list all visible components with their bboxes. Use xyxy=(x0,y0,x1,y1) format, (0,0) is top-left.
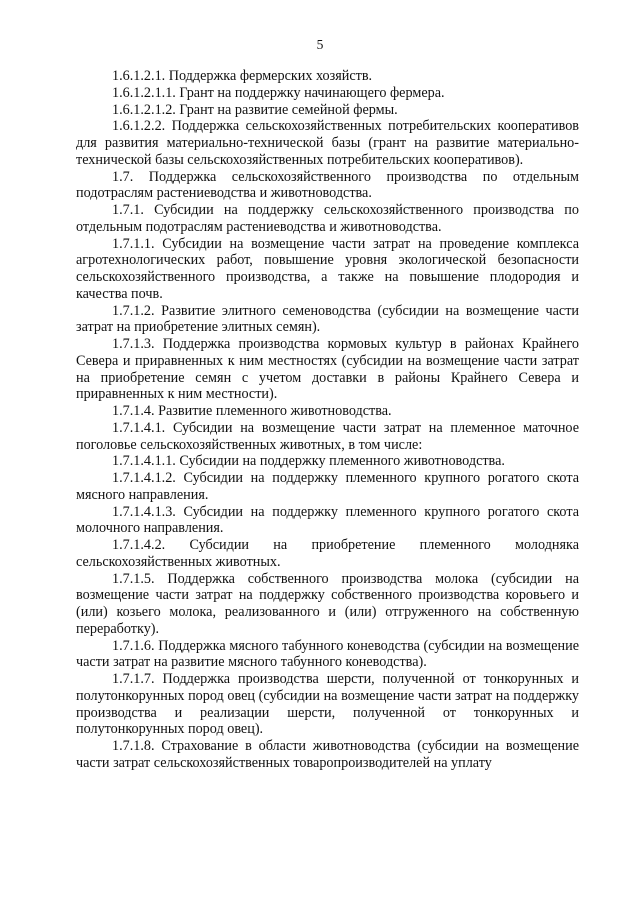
paragraph-1-7-1-4-2: 1.7.1.4.2. Субсидии на приобретение племенного молодняка сельскохозяйственных животных. xyxy=(76,537,579,570)
paragraph-1-7: 1.7. Поддержка сельскохозяйственного производства по отдельным подотраслям растениеводства и животноводства. xyxy=(76,168,579,202)
paragraph-1-7-1-4-1-3: 1.7.1.4.1.3. Субсидии на поддержку племенного крупного рогатого скота молочного направления. xyxy=(76,503,579,537)
paragraph-1-7-1-3: 1.7.1.3. Поддержка производства кормовых культур в районах Крайнего Севера и приравненных к ним местностях (субсидии на возмещение части затрат на приобретение семян с учетом доставки в районы Крайнего Севера и приравненных к ним местности). xyxy=(76,336,579,403)
paragraph-1-7-1-4-1: 1.7.1.4.1. Субсидии на возмещение части затрат на племенное маточное поголовье сельскохозяйственных животных, в том числе: xyxy=(76,419,579,453)
page-number: 5 xyxy=(316,37,324,52)
paragraph-1-7-1-4: 1.7.1.4. Развитие племенного животноводства. xyxy=(112,403,392,419)
document-body xyxy=(76,68,579,772)
paragraph-1-7-1-1: 1.7.1.1. Субсидии на возмещение части затрат на проведение комплекса агротехнологических работ, повышение уровня экологической безопасности сельскохозяйственного производства, а также на повышение плодородия и качества почв. xyxy=(76,235,579,302)
paragraph-1-7-1-6: 1.7.1.6. Поддержка мясного табунного коневодства (субсидии на возмещение части затрат на развитие мясного табунного коневодства). xyxy=(76,637,579,671)
paragraph-1-6-1-2-1: 1.6.1.2.1. Поддержка фермерских хозяйств. xyxy=(112,68,373,84)
paragraph-1-7-1-2: 1.7.1.2. Развитие элитного семеноводства (субсидии на возмещение части затрат на приобретение элитных семян). xyxy=(76,302,579,336)
paragraph-1-7-1-4-1-1: 1.7.1.4.1.1. Субсидии на поддержку племенного животноводства. xyxy=(112,453,505,470)
paragraph-1-7-1-8: 1.7.1.8. Страхование в области животноводства (субсидии на возмещение части затрат сельскохозяйственных товаропроизводителей на уплату xyxy=(76,738,579,771)
paragraph-1-6-1-2-1-2: 1.6.1.2.1.2. Грант на развитие семейной фермы. xyxy=(112,101,398,118)
paragraph-1-7-1-7: 1.7.1.7. Поддержка производства шерсти, полученной от тонкорунных и полутонкорунных пород овец (субсидии на возмещение части затрат на поддержку производства и реализации шерсти, полученной от тонкорунных и полутонкорунных пород овец). xyxy=(76,671,579,738)
paragraph-1-7-1-5: 1.7.1.5. Поддержка собственного производства молока (субсидии на возмещение части затрат на поддержку собственного производства коровьего и (или) козьего молока, реализованного и (или) отгруженного на собственную переработку). xyxy=(76,570,579,637)
paragraph-1-7-1: 1.7.1. Субсидии на поддержку сельскохозяйственного производства по отдельным подотраслям растениеводства и животноводства. xyxy=(76,202,579,235)
paragraph-1-7-1-4-1-2: 1.7.1.4.1.2. Субсидии на поддержку племенного крупного рогатого скота мясного направления. xyxy=(76,470,579,503)
paragraph-1-6-1-2-1-1: 1.6.1.2.1.1. Грант на поддержку начинающего фермера. xyxy=(112,84,445,101)
paragraph-1-6-1-2-2: 1.6.1.2.2. Поддержка сельскохозяйственных потребительских кооперативов для развития материально-технической базы (грант на развитие материально-технической базы сельскохозяйственных потребительских кооперативов). xyxy=(76,118,579,168)
